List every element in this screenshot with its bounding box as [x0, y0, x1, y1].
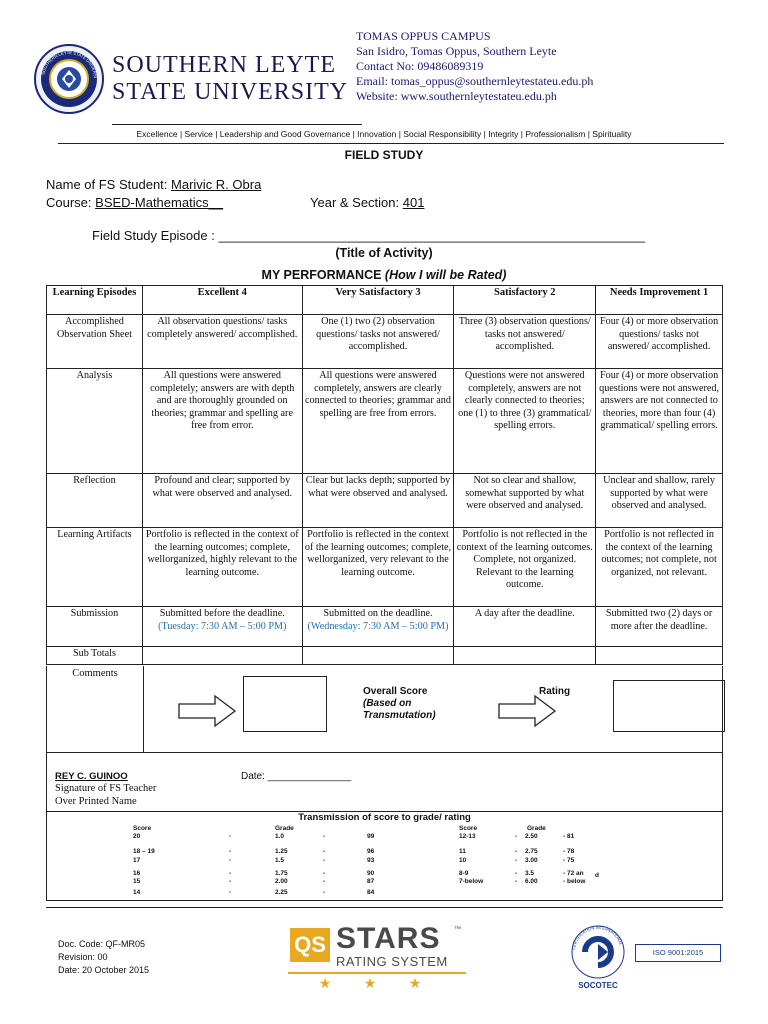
- my-performance-heading: [0, 268, 768, 282]
- cell-satisfactory: A day after the deadline.: [454, 607, 596, 647]
- transmission-cell: -: [323, 848, 326, 855]
- subtotal-very-satisfactory[interactable]: [302, 647, 454, 665]
- my-performance-label: MY PERFORMANCE: [261, 268, 385, 282]
- right-grade-header: Grade: [527, 825, 546, 832]
- transmission-cell: 8-9: [459, 870, 469, 877]
- transmission-cell: 7-below: [459, 878, 484, 885]
- university-name: [112, 52, 348, 106]
- transmission-cell: 87: [367, 878, 375, 885]
- table-row: [47, 315, 723, 369]
- cell-excellent: All questions were answered completely; answers are with depth and are thoroughly grounded on theories; grammar and spelling are free from error.: [142, 369, 302, 474]
- cell-satisfactory: Three (3) observation questions/ tasks not answered/ accomplished.: [454, 315, 596, 369]
- transmission-cell: -: [515, 857, 518, 864]
- submission-excellent-text: Submitted before the deadline.: [159, 608, 285, 619]
- transmission-section: [46, 810, 723, 901]
- transmission-cell: 1.5: [275, 857, 285, 864]
- table-row: [47, 474, 723, 528]
- campus-name: TOMAS OPPUS CAMPUS: [356, 29, 491, 43]
- cell-excellent: All observation questions/ tasks completely answered/ accomplished.: [142, 315, 302, 369]
- transmission-cell: 17: [133, 857, 141, 864]
- how-rated-label: (How I will be Rated): [384, 268, 507, 282]
- header-excellent: Excellent 4: [142, 286, 302, 315]
- left-score-header: Score: [133, 825, 152, 832]
- transmission-cell: 99: [367, 833, 375, 840]
- table-row: [47, 528, 723, 607]
- svg-text:CERTIFICATION INTERNATIONAL: CERTIFICATION INTERNATIONAL: [571, 924, 624, 951]
- transmission-cell: 2.75: [525, 848, 538, 855]
- transmission-cell: - 78: [563, 848, 575, 855]
- transmission-cell: 84: [367, 889, 375, 896]
- campus-website[interactable]: Website: www.southernleytestateu.edu.ph: [356, 89, 557, 103]
- campus-info: [356, 29, 593, 104]
- transmission-cell: 3.5: [525, 870, 535, 877]
- transmission-cell: - 75: [563, 857, 575, 864]
- header-needs-improvement: Needs Improvement 1: [596, 286, 723, 315]
- student-name-label: Name of FS Student:: [46, 177, 168, 192]
- university-seal-icon: [34, 44, 104, 114]
- transmission-cell: 2.50: [525, 833, 538, 840]
- title-of-activity: (Title of Activity): [335, 246, 433, 260]
- transmission-cell: -: [323, 857, 326, 864]
- transmission-cell: 3.00: [525, 857, 538, 864]
- row-label: Reflection: [47, 474, 143, 528]
- cell-very-satisfactory: All questions were answered completely, answers are clearly connected to theories; grammar and spelling are free from errors.: [302, 369, 454, 474]
- transmission-cell: 10: [459, 857, 467, 864]
- transmission-cell: 1.75: [275, 870, 288, 877]
- submission-row: [47, 607, 723, 647]
- course-value[interactable]: BSED-Mathematics__: [95, 195, 224, 210]
- university-name-line1: SOUTHERN LEYTE: [112, 52, 336, 78]
- transmission-cell: 90: [367, 870, 375, 877]
- transmission-cell: 18 – 19: [133, 848, 155, 855]
- doc-date: Date: 20 October 2015: [58, 965, 150, 975]
- trademark: ™: [454, 926, 461, 933]
- comments-label: Comments: [72, 668, 118, 679]
- transmission-cell: -: [515, 878, 518, 885]
- transmission-cell: 6.00: [525, 878, 538, 885]
- submission-excellent-time: (Tuesday: 7:30 AM – 5:00 PM): [158, 620, 287, 632]
- stray-text: d: [595, 872, 599, 879]
- cell-excellent: Portfolio is reflected in the context of the learning outcomes; complete, wellorganized, highly relevant to the learning outcome.: [142, 528, 302, 607]
- cell-excellent: Profound and clear; supported by what were observed and analysed.: [142, 474, 302, 528]
- transmission-cell: 20: [133, 833, 141, 840]
- transmission-cell: 2.00: [275, 878, 288, 885]
- printed-name-label: Over Printed Name: [55, 796, 137, 807]
- transmission-cell: -: [229, 848, 232, 855]
- transmission-cell: 16: [133, 870, 141, 877]
- subtotal-excellent[interactable]: [142, 647, 302, 665]
- transmission-cell: 96: [367, 848, 375, 855]
- stars-bar: [288, 972, 466, 994]
- campus-email[interactable]: Email: tomas_oppus@southernleytestateu.edu.ph: [356, 74, 594, 88]
- transmission-cell: -: [229, 857, 232, 864]
- qs-stars-logo: [288, 922, 466, 994]
- cell-very-satisfactory: [302, 607, 454, 647]
- transmission-cell: -: [323, 889, 326, 896]
- header-learning-episodes: Learning Episodes: [47, 286, 143, 315]
- transmission-cell: 12-13: [459, 833, 476, 840]
- row-label: Accomplished Observation Sheet: [47, 315, 143, 369]
- transmission-cell: -: [515, 870, 518, 877]
- header-satisfactory: Satisfactory 2: [454, 286, 596, 315]
- row-label: Learning Artifacts: [47, 528, 143, 607]
- cell-excellent: [142, 607, 302, 647]
- transmission-cell: -: [229, 878, 232, 885]
- teacher-name: REY C. GUINOO: [55, 771, 128, 782]
- row-label: Submission: [47, 607, 143, 647]
- star-icons: ★ ★ ★: [318, 976, 436, 992]
- date-field[interactable]: Date: _______________: [241, 771, 352, 782]
- transmutation-label: Transmutation): [363, 710, 436, 721]
- row-label: Analysis: [47, 369, 143, 474]
- transmission-cell: -: [229, 833, 232, 840]
- year-section-row: [310, 195, 424, 210]
- student-name-row: [46, 177, 261, 192]
- transmission-cell: 1.25: [275, 848, 288, 855]
- transmission-cell: -: [323, 878, 326, 885]
- header-divider-short: [112, 124, 362, 125]
- transmission-cell: - below: [563, 878, 586, 885]
- signature-label: Signature of FS Teacher: [55, 783, 157, 794]
- doc-code: Doc. Code: QF-MR05: [58, 939, 146, 949]
- table-row: [47, 369, 723, 474]
- arrow-right-icon: [497, 694, 557, 728]
- iso-badge: ISO 9001:2015: [635, 944, 721, 962]
- transmission-cell: 93: [367, 857, 375, 864]
- comments-section: [46, 666, 723, 753]
- based-on-label: (Based on: [363, 698, 412, 709]
- rating-system: RATING SYSTEM: [336, 954, 448, 969]
- left-grade-header: Grade: [275, 825, 294, 832]
- course-row: [46, 195, 223, 210]
- episode-row[interactable]: Field Study Episode : ___________________________________________________________: [92, 228, 646, 243]
- cell-very-satisfactory: One (1) two (2) observation questions/ tasks not answered/ accomplished.: [302, 315, 454, 369]
- campus-contact: Contact No: 09486089319: [356, 59, 484, 73]
- transmission-cell: - 72 an: [563, 870, 584, 877]
- stars-word: STARS: [336, 922, 441, 955]
- course-label: Course:: [46, 195, 92, 210]
- overall-score-box[interactable]: [243, 676, 327, 732]
- year-section-label: Year & Section:: [310, 195, 400, 210]
- revision: Revision: 00: [58, 952, 108, 962]
- transmission-cell: -: [515, 833, 518, 840]
- transmission-title: Transmission of score to grade/ rating: [298, 812, 471, 823]
- submission-vs-text: Submitted on the deadline.: [323, 608, 433, 619]
- transmission-cell: 15: [133, 878, 141, 885]
- subtotals-row: [47, 647, 723, 665]
- cell-needs-improvement: Unclear and shallow, rarely supported by what were observed and analysed.: [596, 474, 723, 528]
- cell-needs-improvement: Submitted two (2) days or more after the deadline.: [596, 607, 723, 647]
- year-section-value[interactable]: 401: [402, 195, 425, 210]
- transmission-cell: -: [323, 870, 326, 877]
- student-name-value[interactable]: Marivic R. Obra: [171, 177, 262, 192]
- header-divider: [58, 143, 724, 144]
- overall-score-label-group: [363, 686, 436, 722]
- cell-needs-improvement: Four (4) or more observation questions/ tasks not answered/ accomplished.: [596, 315, 723, 369]
- core-values: Excellence | Service | Leadership and Good Governance | Innovation | Social Responsibility | Integrity | Professionalism | Spirituality: [136, 129, 632, 139]
- subtotal-satisfactory[interactable]: [454, 647, 596, 665]
- university-name-line2: STATE UNIVERSITY: [112, 79, 349, 105]
- cell-needs-improvement: Portfolio is not reflected in the context of the learning outcomes; not complete, not organized, not relevant.: [596, 528, 723, 607]
- overall-score-label: Overall Score: [363, 686, 428, 697]
- transmission-cell: -: [229, 870, 232, 877]
- transmission-cell: - 81: [563, 833, 575, 840]
- cell-satisfactory: Questions were not answered completely, answers are not clearly connected to theories; one (1) to three (3) grammatical/ spelling errors.: [454, 369, 596, 474]
- socotec-name: SOCOTEC: [578, 981, 618, 990]
- comments-divider: [143, 666, 144, 752]
- cell-very-satisfactory: Portfolio is reflected in the context of the learning outcomes; complete, wellorganized, very relevant to the learning outcome.: [302, 528, 454, 607]
- field-study-heading: FIELD STUDY: [344, 148, 424, 162]
- socotec-seal-icon: [565, 922, 631, 992]
- cell-satisfactory: Not so clear and shallow, somewhat supported by what were observed and analysed.: [454, 474, 596, 528]
- arrow-right-icon: [177, 694, 237, 728]
- subtotal-needs-improvement[interactable]: [596, 647, 723, 665]
- rating-label: Rating: [539, 686, 571, 697]
- campus-address: San Isidro, Tomas Oppus, Southern Leyte: [356, 44, 557, 58]
- svg-text:SOUTHERN LEYTE STATE UNIVERSIT: SOUTHERN LEYTE STATE UNIVERSI: [40, 49, 98, 79]
- rating-box[interactable]: [613, 680, 725, 732]
- cell-very-satisfactory: Clear but lacks depth; supported by what were observed and analysed.: [302, 474, 454, 528]
- rubric-table: [46, 285, 723, 665]
- footer-divider: [46, 907, 723, 908]
- signature-section: [46, 752, 723, 812]
- rubric-header-row: [47, 286, 723, 315]
- socotec-logo: [563, 922, 723, 992]
- transmission-cell: 1.0: [275, 833, 285, 840]
- transmission-cell: -: [515, 848, 518, 855]
- row-label: Sub Totals: [47, 647, 143, 665]
- document-info: [58, 938, 149, 977]
- right-score-header: Score: [459, 825, 478, 832]
- cell-needs-improvement: Four (4) or more observation questions were not answered, answers are not connected to theories, more than four (4) grammatical/ spelling errors.: [596, 369, 723, 474]
- cell-satisfactory: Portfolio is not reflected in the context of the learning outcomes. Complete, not organized. Relevant to the learning outcome.: [454, 528, 596, 607]
- header-very-satisfactory: Very Satisfactory 3: [302, 286, 454, 315]
- qs-badge: QS: [290, 928, 330, 962]
- transmission-cell: 2.25: [275, 889, 288, 896]
- transmission-cell: 14: [133, 889, 141, 896]
- transmission-cell: -: [323, 833, 326, 840]
- transmission-cell: 11: [459, 848, 466, 855]
- transmission-cell: -: [229, 889, 232, 896]
- submission-vs-time: (Wednesday: 7:30 AM – 5:00 PM): [307, 620, 449, 632]
